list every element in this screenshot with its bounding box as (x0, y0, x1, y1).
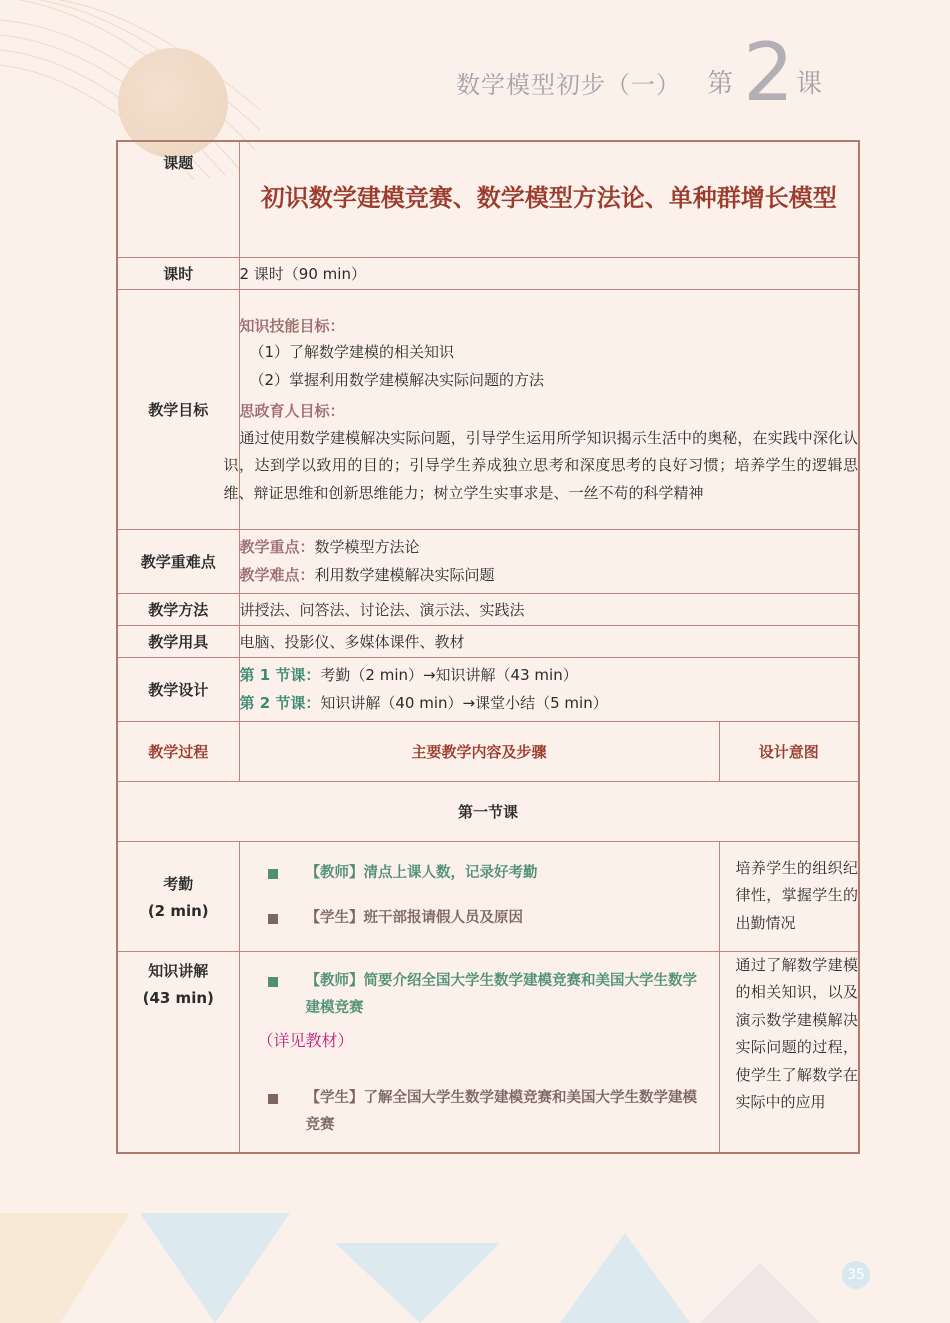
student-step (240, 1085, 719, 1139)
hours-value: 2 课时（90 min） (239, 257, 859, 289)
keypoints-label: 教学重难点 (117, 529, 239, 593)
lesson-one-heading: 第一节课 (117, 781, 859, 841)
knowledge-item: （1）了解数学建模的相关知识 (249, 342, 455, 361)
topic-row (117, 141, 859, 257)
goals-label: 教学目标 (117, 289, 239, 529)
design-row (117, 657, 859, 721)
method-row (117, 593, 859, 625)
page-header (456, 26, 822, 119)
lesson-number: 2 (743, 26, 794, 119)
method-label: 教学方法 (117, 593, 239, 625)
knowledge-heading: 知识技能目标： (239, 316, 345, 335)
design-label: 教学设计 (117, 657, 239, 721)
square-bullet-icon (268, 1094, 278, 1104)
lecture-intent: 通过了解数学建模的相关知识，以及演示数学建模解决实际问题的过程，使学生了解数学在实际中的应用 (735, 955, 858, 1111)
ideology-heading: 思政育人目标： (239, 401, 345, 420)
textbook-note: （详见教材） (257, 1030, 354, 1050)
goals-row (117, 289, 859, 529)
teacher-step (240, 860, 719, 887)
student-step-text: 【学生】了解全国大学生数学建模竞赛和美国大学生数学建模竞赛 (305, 1089, 697, 1133)
attendance-duration: (2 min) (147, 901, 209, 920)
keypoints-row (117, 529, 859, 593)
lesson-title: 初识数学建模竞赛、数学模型方法论、单种群增长模型 (260, 184, 837, 213)
teacher-step-text: 【教师】清点上课人数，记录好考勤 (305, 865, 538, 881)
hours-row (117, 257, 859, 289)
student-step (240, 905, 719, 932)
lecture-duration: (43 min) (142, 988, 214, 1007)
lesson-plan-table (116, 140, 860, 1154)
lesson-prefix: 第 (707, 69, 734, 99)
col-process-header: 教学过程 (117, 721, 239, 781)
teacher-step-text: 【教师】简要介绍全国大学生数学建模竞赛和美国大学生数学建模竞赛 (305, 972, 697, 1016)
difficulty-label: 教学难点： (239, 566, 315, 584)
teacher-step (240, 968, 719, 1022)
difficulty-value: 利用数学建模解决实际问题 (314, 566, 495, 584)
design-2-value: 知识讲解（40 min）→课堂小结（5 min） (320, 694, 608, 712)
attendance-stage: 考勤 (163, 874, 194, 893)
ideology-text: 通过使用数学建模解决实际问题，引导学生运用所学知识揭示生活中的奥秘，在实践中深化认识，达到学以致用的目的；引导学生养成独立思考和深度思考的良好习惯；培养学生的逻辑思维、辩证思维和创新思维能力；树立学生实事求是、一丝不苟的科学精神 (223, 428, 858, 502)
design-1-value: 考勤（2 min）→知识讲解（43 min） (320, 666, 578, 684)
tools-label: 教学用具 (117, 625, 239, 657)
focus-label: 教学重点： (239, 538, 315, 556)
method-value: 讲授法、问答法、讨论法、演示法、实践法 (239, 593, 859, 625)
tools-value: 电脑、投影仪、多媒体课件、教材 (239, 625, 859, 657)
design-2-label: 第 2 节课： (239, 694, 321, 712)
topic-label: 课题 (117, 141, 239, 257)
process-header-row (117, 721, 859, 781)
square-bullet-icon (268, 914, 278, 924)
course-subject: 数学模型初步（一） (456, 71, 682, 99)
student-step-text: 【学生】班干部报请假人员及原因 (305, 910, 523, 926)
square-bullet-icon (268, 977, 278, 987)
design-1-label: 第 1 节课： (239, 666, 321, 684)
knowledge-item: （2）掌握利用数学建模解决实际问题的方法 (249, 370, 545, 389)
lesson-suffix: 课 (795, 69, 822, 99)
attendance-row (117, 841, 859, 951)
attendance-intent: 培养学生的组织纪律性，掌握学生的出勤情况 (735, 858, 858, 932)
lesson-one-row (117, 781, 859, 841)
bottom-triangle-decoration (0, 1213, 950, 1323)
col-content-header: 主要教学内容及步骤 (239, 721, 719, 781)
focus-value: 数学模型方法论 (314, 538, 420, 556)
lecture-stage: 知识讲解 (148, 961, 209, 980)
page-number: 35 (842, 1261, 870, 1289)
square-bullet-icon (268, 869, 278, 879)
tools-row (117, 625, 859, 657)
lecture-row (117, 951, 859, 1153)
hours-label: 课时 (117, 257, 239, 289)
col-intent-header: 设计意图 (719, 721, 859, 781)
